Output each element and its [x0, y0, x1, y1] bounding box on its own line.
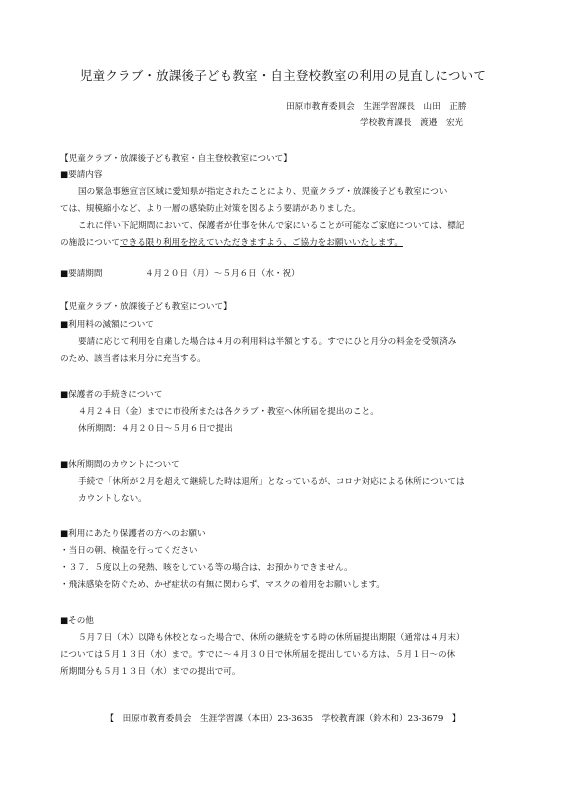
procedure-paragraph-a: ４月２４日（金）までに市役所または各クラブ・教室へ休所届を提出のこと。 — [78, 407, 379, 417]
absence-count-paragraph-a: 手続で「休所が２月を超えて継続した時は退所」となっているが、コロナ対応による休所については — [78, 477, 465, 487]
absence-count-heading: ■休所期間のカウントについて — [60, 460, 180, 470]
guardian-request-bullet-2: ・３７．５度以上の発熱、咳をしている等の場合は、お預かりできません。 — [60, 563, 353, 573]
sender-line-2: 学校教育課長 渡邉 宏光 — [360, 118, 464, 128]
other-paragraph-a: ５月７日（木）以降も休校となった場合で、休所の継続をする時の休所届提出期限（通常は４月末） — [78, 633, 465, 643]
request-paragraph-1a: 国の緊急事態宣言区域に愛知県が指定されたことにより、児童クラブ・放課後子ども教室につい — [78, 187, 448, 197]
request-period-label: ■要請期間 — [60, 269, 103, 279]
other-paragraph-c: 所期間分も５月１３日（水）までの提出で可。 — [60, 667, 241, 677]
document-title: 児童クラブ・放課後子ども教室・自主登校教室の利用の見直しについて — [79, 68, 487, 83]
absence-count-paragraph-b: カウントしない。 — [78, 494, 147, 504]
guardian-request-bullet-1: ・当日の朝、検温を行ってください — [60, 546, 198, 556]
request-paragraph-2a: これに伴い下記期間において、保護者が仕事を休んで家にいることが可能なご家庭については、標記 — [78, 221, 465, 231]
fee-reduction-heading: ■利用料の減額について — [60, 320, 154, 330]
guardian-request-heading: ■利用にあたり保護者の方へのお願い — [60, 529, 206, 539]
request-paragraph-1b: ては、規模縮小など、より一層の感染防止対策を図るよう要請がありました。 — [60, 204, 361, 214]
request-period-value: ４月２０日（月）～５月６日（水・祝） — [145, 269, 300, 279]
fee-reduction-paragraph-a: 要請に応じて利用を自粛した場合は４月の利用料は半額とする。すでにひと月分の料金を受領済み — [78, 337, 457, 347]
contact-footer: 【 田原市教育委員会 生涯学習課（本田）23-3635 学校教育課（鈴木和）23-3679 】 — [105, 714, 461, 724]
procedure-heading: ■保護者の手続きについて — [60, 390, 163, 400]
request-paragraph-2b-plain: の施設について — [60, 238, 120, 248]
guardian-request-bullet-3: ・飛沫感染を防ぐため、かぜ症状の有無に関わらず、マスクの着用をお願いします。 — [60, 580, 385, 590]
request-paragraph-2b — [60, 236, 403, 248]
request-content-heading: ■要請内容 — [60, 170, 103, 180]
request-paragraph-2b-underlined: できる限り利用を控えていただきますよう、ご協力をお願いいたします。 — [120, 238, 403, 248]
section-2-heading: 【児童クラブ・放課後子ども教室について】 — [60, 302, 232, 312]
other-heading: ■その他 — [60, 616, 94, 626]
fee-reduction-paragraph-b: のため、該当者は来月分に充当する。 — [60, 354, 206, 364]
section-1-heading: 【児童クラブ・放課後子ども教室・自主登校教室について】 — [60, 154, 292, 164]
sender-line-1: 田原市教育委員会 生涯学習課長 山田 正勝 — [286, 102, 467, 112]
procedure-paragraph-b: 休所期間：４月２０日～５月６日で提出 — [78, 424, 233, 434]
other-paragraph-b: については５月１３日（水）まで。すでに～４月３０日で休所届を提出している方は、５月１日～の休 — [60, 650, 456, 660]
